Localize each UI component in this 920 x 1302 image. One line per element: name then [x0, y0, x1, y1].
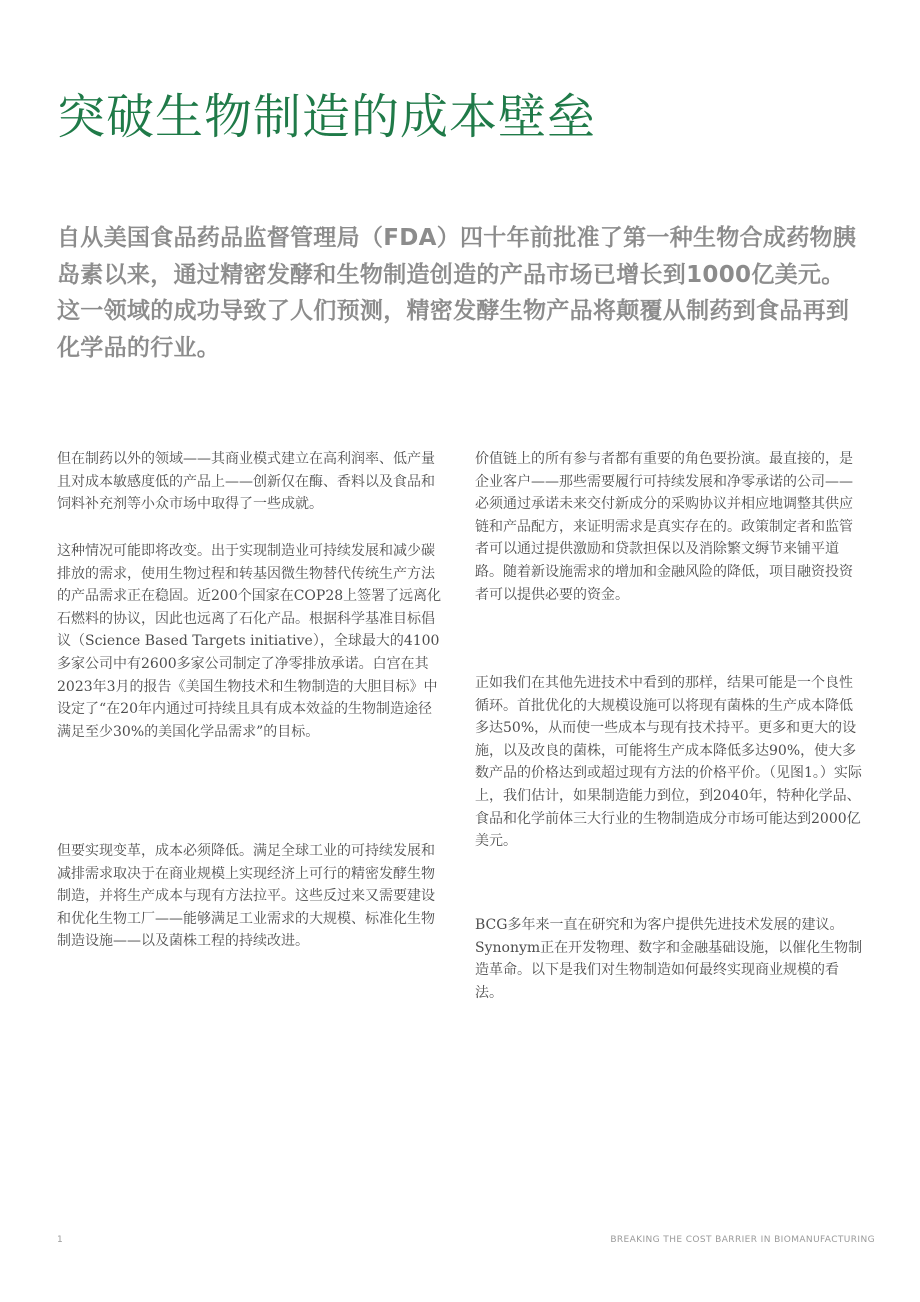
body-paragraph: 但要实现变革，成本必须降低。满足全球工业的可持续发展和减排需求取决于在商业规模上实现经济上可行的精密发酵生物制造，并将生产成本与现有方法拉平。这些反过来又需要建设和优化生物工厂——能够满足工业需求的大规模、标准化生物制造设施——以及菌株工程的持续改进。	[57, 843, 435, 950]
body-paragraph: 正如我们在其他先进技术中看到的那样，结果可能是一个良性循环。首批优化的大规模设施可以将现有菌株的生产成本降低多达50%，从而使一些成本与现有技术持平。更多和更大的设施，以及改良的菌株，可能将生产成本降低多达90%，使大多数产品的价格达到或超过现有方法的价格平价。（见图1。）实际上，我们估计，如果制造能力到位，到2040年，特种化学品、食品和化学前体三大行业的生物制造成分市场可能达到2000亿美元。	[475, 675, 862, 850]
page-title: 突破生物制造的成本壁垒	[57, 89, 597, 146]
body-paragraph: 价值链上的所有参与者都有重要的角色要扮演。最直接的，是企业客户——那些需要履行可持续发展和净零承诺的公司——必须通过承诺未来交付新成分的采购协议并相应地调整其供应链和产品配方，来证明需求是真实存在的。政策制定者和监管者可以通过提供激励和贷款担保以及消除繁文缛节来铺平道路。随着新设施需求的增加和金融风险的降低，项目融资投资者可以提供必要的资金。	[475, 451, 853, 603]
body-paragraph: 但在制药以外的领域——其商业模式建立在高利润率、低产量且对成本敏感度低的产品上——创新仅在酶、香料以及食品和饲料补充剂等小众市场中取得了一些成就。	[57, 451, 435, 513]
running-title: BREAKING THE COST BARRIER IN BIOMANUFACTURING	[610, 1235, 875, 1245]
lead-paragraph: 自从美国食品药品监督管理局（FDA）四十年前批准了第一种生物合成药物胰岛素以来，通过精密发酵和生物制造创造的产品市场已增长到1000亿美元。这一领域的成功导致了人们预测，精密发酵生物产品将颠覆从制药到食品再到化学品的行业。	[57, 225, 857, 361]
body-paragraph: 这种情况可能即将改变。出于实现制造业可持续发展和减少碳排放的需求，使用生物过程和转基因微生物替代传统生产方法的产品需求正在稳固。近200个国家在COP28上签署了远离化石燃料的协议，因此也远离了石化产品。根据科学基准目标倡议（Science Based Targets initiative），全球最大的4100多家公司中有2600多家公司制定了净零排放承诺。白宫在其2023年3月的报告《美国生物技术和生物制造的大胆目标》中设定了“在20年内通过可持续且具有成本效益的生物制造途径满足至少30%的美国化学品需求”的目标。	[57, 543, 442, 740]
page-number: 1	[57, 1235, 63, 1245]
body-paragraph: BCG多年来一直在研究和为客户提供先进技术发展的建议。Synonym正在开发物理、数字和金融基础设施，以催化生物制造革命。以下是我们对生物制造如何最终实现商业规模的看法。	[475, 917, 863, 1001]
